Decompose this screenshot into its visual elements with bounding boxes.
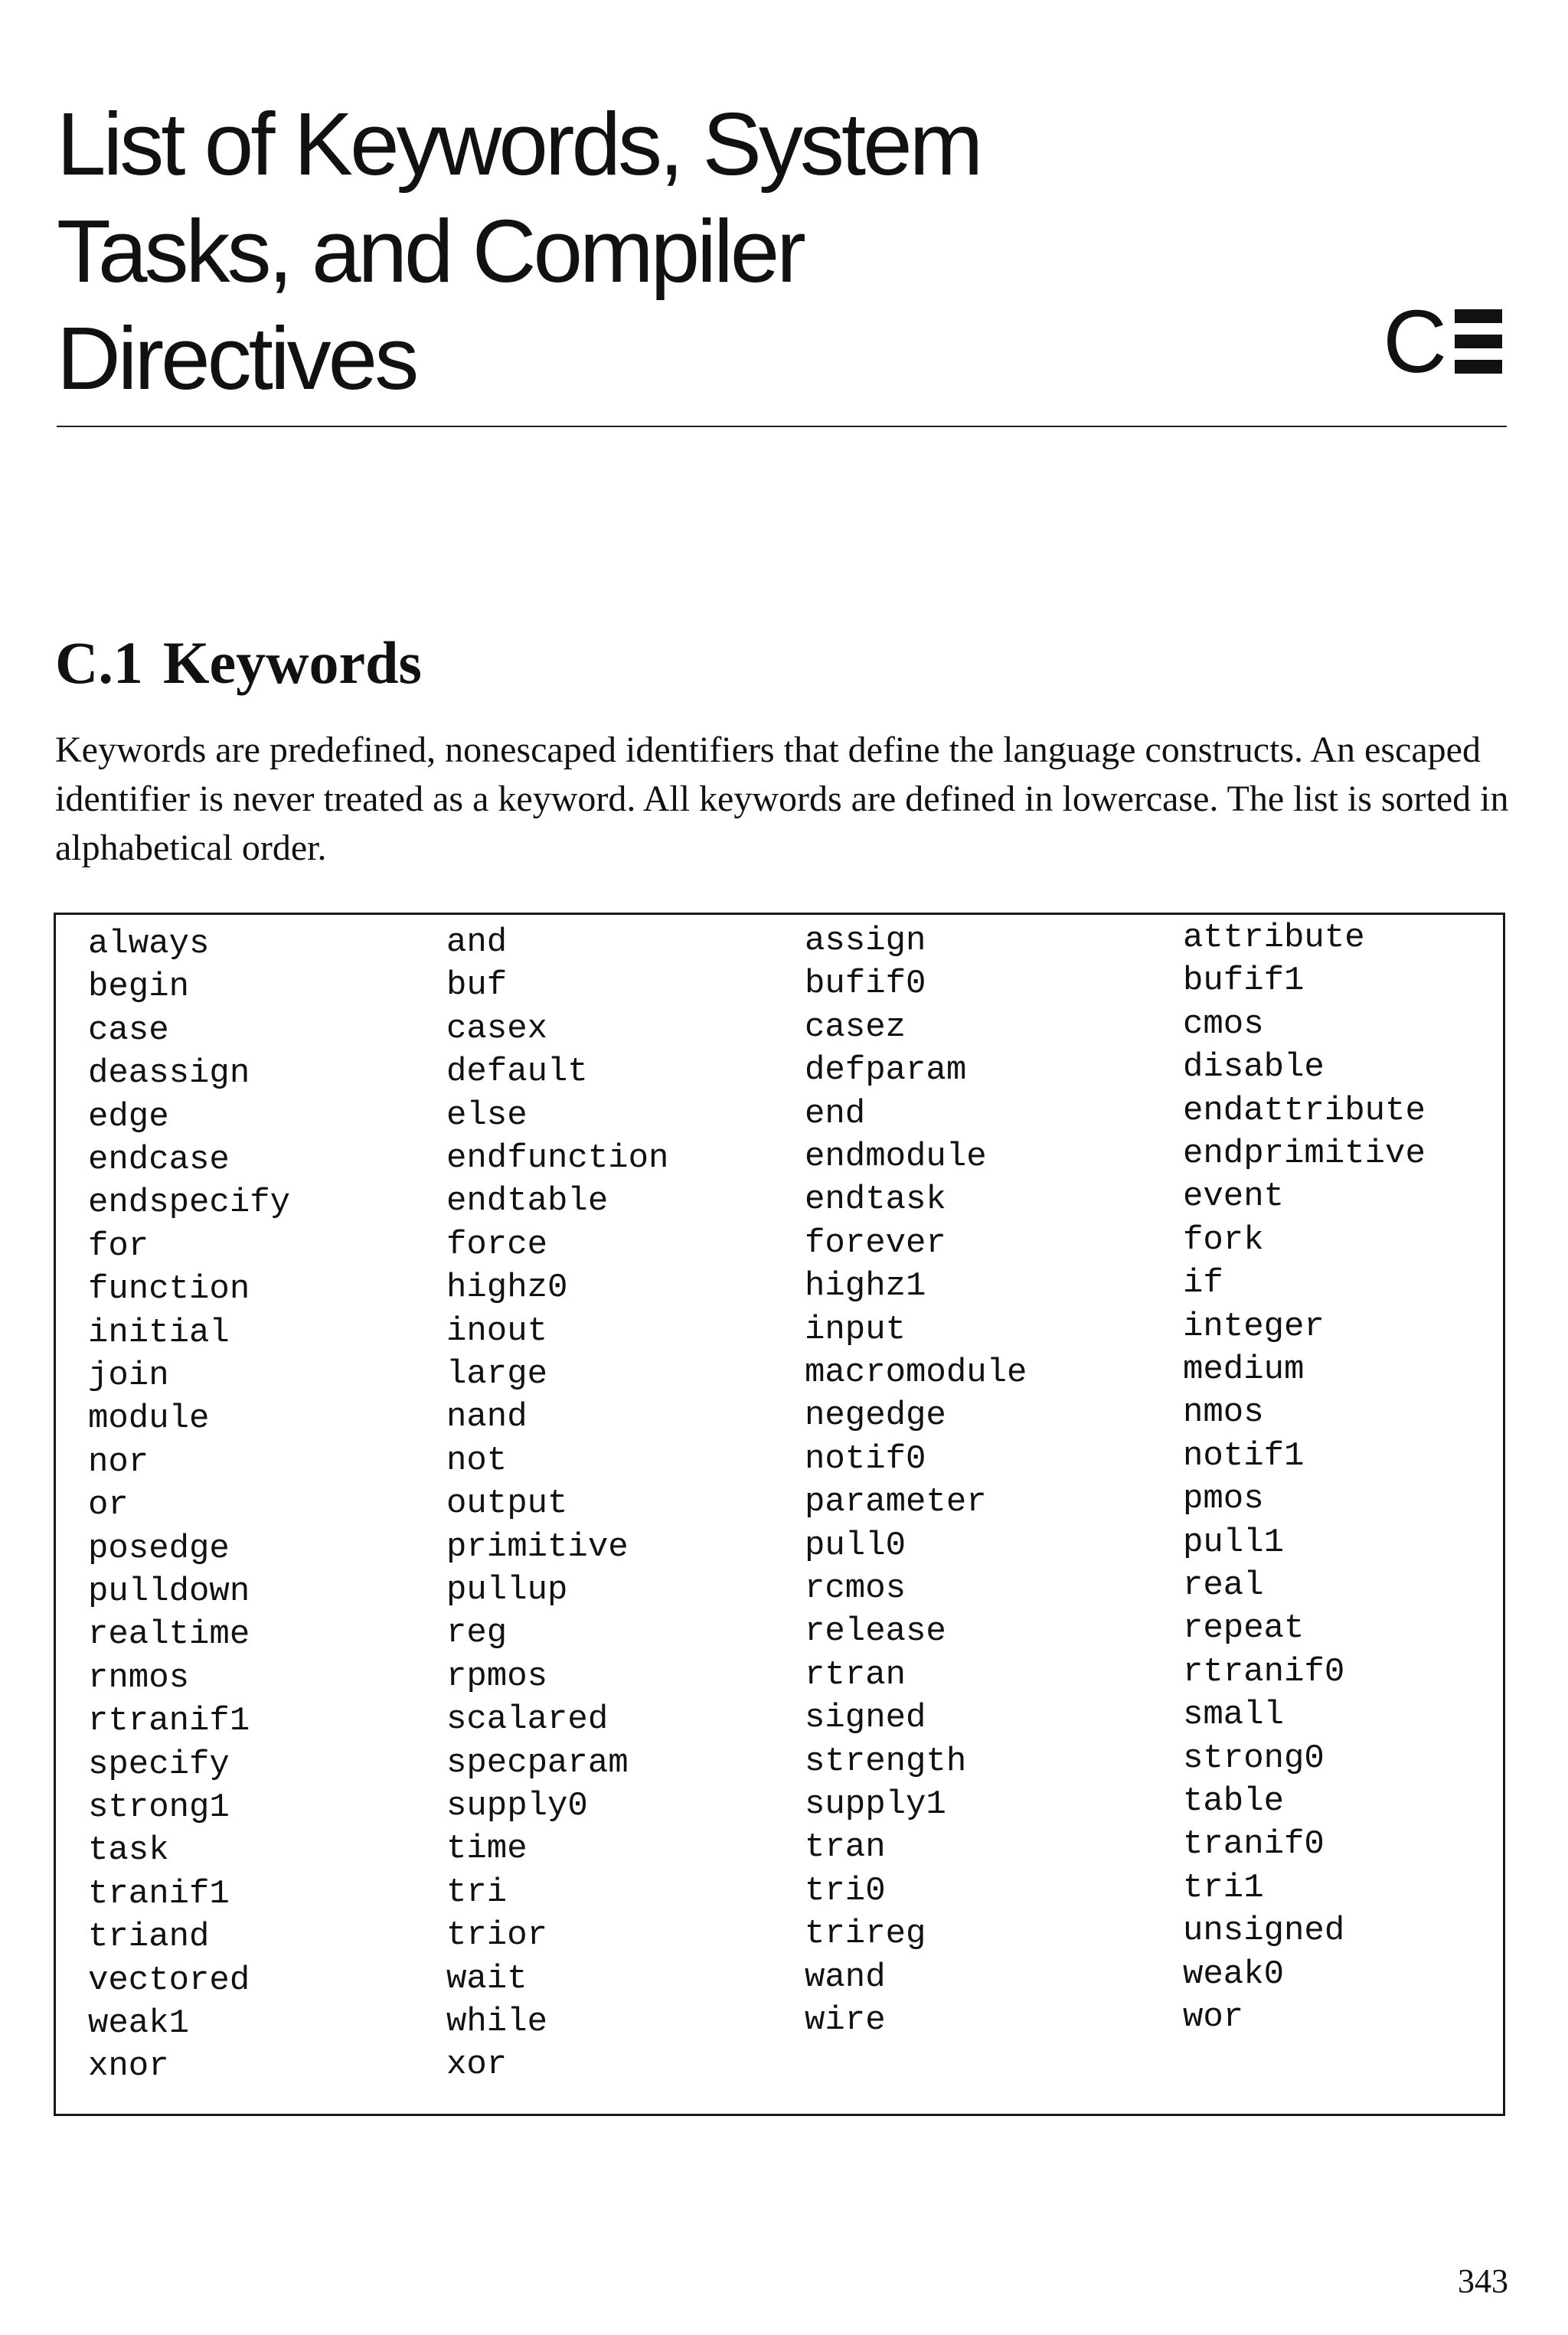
keyword-item: weak1	[88, 2004, 190, 2043]
chapter-title-line: Tasks, and Compiler	[57, 201, 803, 301]
keyword-item: rcmos	[805, 1569, 906, 1608]
keyword-item: force	[446, 1225, 548, 1264]
keyword-item: fork	[1183, 1220, 1264, 1259]
keyword-item: attribute	[1183, 919, 1365, 957]
section-number: C.1	[55, 629, 143, 696]
keyword-item: cmos	[1183, 1004, 1264, 1043]
keyword-item: posedge	[88, 1529, 230, 1568]
keyword-item: integer	[1183, 1307, 1325, 1346]
keyword-item: specify	[88, 1745, 230, 1784]
keyword-item: begin	[88, 968, 190, 1007]
chapter-title-line: List of Keywords, System	[57, 94, 981, 194]
keyword-item: tran	[805, 1828, 886, 1867]
keyword-item: endprimitive	[1183, 1135, 1426, 1173]
keyword-item: strong1	[88, 1788, 230, 1827]
page-number: 343	[1458, 2262, 1508, 2300]
chapter-bars-icon	[1455, 309, 1502, 374]
chapter-letter: C	[1383, 292, 1447, 391]
keyword-item: and	[446, 923, 508, 962]
keyword-item: xnor	[88, 2047, 169, 2086]
keyword-item: input	[805, 1310, 906, 1349]
keyword-item: endcase	[88, 1141, 230, 1179]
keyword-item: tri0	[805, 1871, 886, 1910]
keyword-item: assign	[805, 922, 926, 960]
keyword-item: pullup	[446, 1571, 568, 1609]
keyword-item: endmodule	[805, 1138, 987, 1176]
keyword-item: pull0	[805, 1526, 906, 1565]
keyword-item: module	[88, 1399, 210, 1439]
keyword-item: wire	[805, 2001, 886, 2039]
keyword-item: tri	[446, 1873, 508, 1912]
keyword-item: endtable	[446, 1182, 609, 1221]
keyword-item: pmos	[1183, 1480, 1264, 1519]
keyword-item: time	[446, 1830, 528, 1869]
keyword-item: small	[1183, 1696, 1285, 1735]
keyword-item: default	[446, 1053, 588, 1092]
keyword-item: nand	[446, 1398, 528, 1437]
keyword-item: large	[446, 1355, 548, 1393]
keyword-item: realtime	[88, 1615, 250, 1654]
keyword-item: buf	[446, 966, 508, 1005]
keyword-item: initial	[88, 1313, 230, 1352]
keyword-item: else	[446, 1096, 528, 1135]
keyword-item: scalared	[446, 1700, 609, 1739]
keyword-item: supply0	[446, 1787, 588, 1825]
keyword-item: edge	[88, 1097, 169, 1136]
keyword-item: wand	[805, 1958, 886, 1997]
keyword-item: unsigned	[1183, 1912, 1345, 1951]
keyword-item: function	[88, 1270, 250, 1309]
keyword-item: rtranif1	[88, 1702, 250, 1741]
keyword-item: xor	[446, 2046, 508, 2085]
keyword-item: notif1	[1183, 1436, 1305, 1475]
keyword-item: weak0	[1183, 1955, 1285, 1994]
keyword-item: while	[446, 2003, 548, 2041]
keyword-item: not	[446, 1441, 508, 1480]
keyword-item: strong0	[1183, 1739, 1325, 1778]
keyword-item: trior	[446, 1916, 548, 1955]
keyword-item: bufif0	[805, 965, 926, 1004]
keyword-item: notif0	[805, 1439, 926, 1478]
keyword-item: tri1	[1183, 1868, 1264, 1907]
keyword-item: reg	[446, 1614, 508, 1653]
keyword-item: signed	[805, 1699, 926, 1738]
keyword-item: repeat	[1183, 1609, 1305, 1648]
keyword-item: rnmos	[88, 1658, 190, 1697]
keyword-item: output	[446, 1484, 568, 1523]
keyword-item: nmos	[1183, 1393, 1264, 1432]
keyword-item: trireg	[805, 1915, 926, 1954]
keyword-item: strength	[805, 1742, 967, 1781]
keyword-item: casex	[446, 1009, 548, 1048]
keyword-item: wait	[446, 1959, 528, 1998]
chapter-marker	[1383, 292, 1502, 391]
keyword-item: for	[88, 1226, 149, 1265]
keyword-item: release	[805, 1612, 946, 1651]
section-title: Keywords	[162, 629, 422, 696]
chapter-title-line: Directives	[57, 309, 416, 408]
keyword-item: tranif0	[1183, 1825, 1325, 1864]
keyword-item: highz0	[446, 1269, 568, 1308]
keyword-item: primitive	[446, 1527, 629, 1566]
keyword-item: disable	[1183, 1048, 1325, 1087]
keyword-item: always	[88, 925, 210, 963]
keyword-item: supply1	[805, 1785, 946, 1824]
keyword-item: pull1	[1183, 1523, 1285, 1562]
keyword-item: table	[1183, 1782, 1285, 1821]
keyword-item: or	[88, 1486, 129, 1525]
chapter-title	[57, 90, 1205, 412]
keyword-item: case	[88, 1011, 169, 1050]
keyword-item: endfunction	[446, 1139, 669, 1177]
keyword-item: inout	[446, 1311, 548, 1350]
section-heading	[55, 628, 422, 698]
keyword-item: nor	[88, 1442, 149, 1481]
keyword-item: rpmos	[446, 1657, 548, 1696]
keyword-item: if	[1183, 1264, 1223, 1303]
keyword-item: end	[805, 1094, 866, 1133]
title-divider	[57, 426, 1507, 427]
keyword-item: rtran	[805, 1655, 906, 1694]
keyword-item: join	[88, 1357, 169, 1395]
section-intro-paragraph: Keywords are predefined, nonescaped identifiers that define the language constructs. An escaped identifier is never treated as a keyword. All keywords are defined in lowercase. The list is sorted in alphabetical order.	[55, 730, 1509, 868]
keyword-item: highz1	[805, 1267, 926, 1306]
keyword-item: triand	[88, 1918, 210, 1957]
keyword-item: vectored	[88, 1961, 250, 2000]
keyword-item: task	[88, 1831, 169, 1870]
keyword-table	[54, 913, 1505, 2116]
keyword-item: wor	[1183, 1998, 1244, 2036]
keyword-item: bufif1	[1183, 962, 1305, 1001]
keyword-item: defparam	[805, 1051, 967, 1090]
keyword-item: rtranif0	[1183, 1652, 1345, 1691]
keyword-item: endattribute	[1183, 1091, 1426, 1130]
keyword-item: event	[1183, 1177, 1285, 1216]
keyword-item: endtask	[805, 1181, 946, 1220]
keyword-item: deassign	[88, 1054, 250, 1093]
keyword-item: pulldown	[88, 1572, 250, 1611]
keyword-item: macromodule	[805, 1354, 1027, 1392]
keyword-item: endspecify	[88, 1184, 291, 1223]
keyword-item: real	[1183, 1566, 1264, 1605]
keyword-item: forever	[805, 1223, 946, 1262]
keyword-item: medium	[1183, 1350, 1305, 1389]
keyword-item: specparam	[446, 1743, 629, 1782]
keyword-item: parameter	[805, 1483, 987, 1522]
keyword-item: casez	[805, 1007, 906, 1047]
keyword-item: negedge	[805, 1396, 946, 1435]
keyword-item: tranif1	[88, 1874, 230, 1913]
